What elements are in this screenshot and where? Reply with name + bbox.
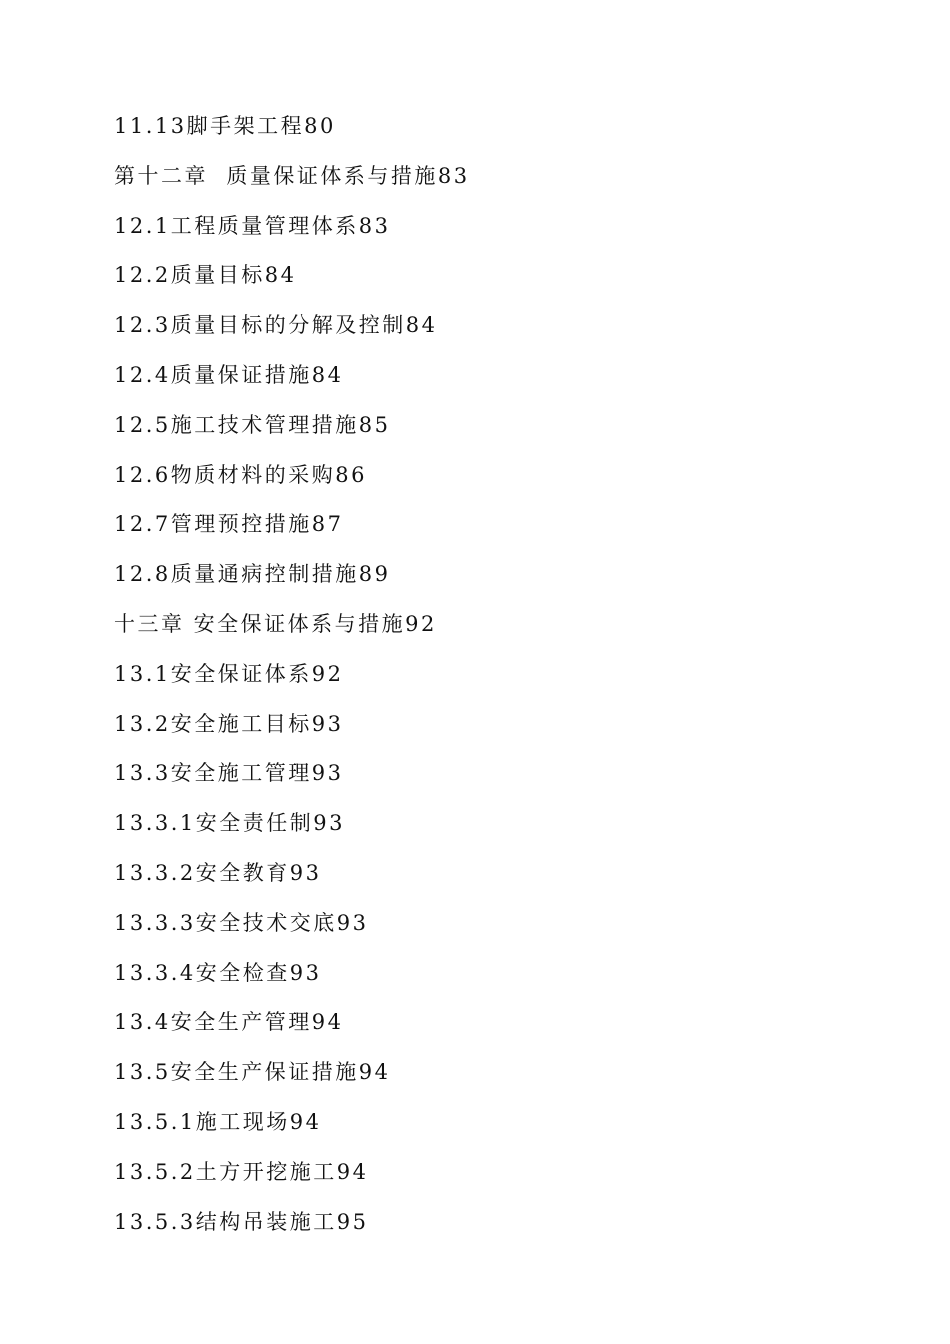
toc-entry[interactable]: 12.1工程质量管理体系83	[114, 213, 391, 238]
toc-entry[interactable]: 13.3.4安全检查93	[114, 960, 322, 985]
table-of-contents	[114, 106, 470, 1251]
toc-entry[interactable]: 13.5.1施工现场94	[114, 1109, 322, 1134]
toc-entry[interactable]: 13.3.2安全教育93	[114, 860, 322, 885]
toc-entry[interactable]: 12.5施工技术管理措施85	[114, 412, 391, 437]
toc-entry[interactable]: 12.8质量通病控制措施89	[114, 562, 391, 587]
toc-entry[interactable]: 12.3质量目标的分解及控制84	[114, 313, 438, 338]
toc-entry[interactable]: 13.3.3安全技术交底93	[114, 910, 369, 935]
toc-entry[interactable]: 13.2安全施工目标93	[114, 711, 344, 736]
toc-entry[interactable]: 12.6物质材料的采购86	[114, 462, 367, 487]
toc-entry-chapter[interactable]: 第十二章 质量保证体系与措施83	[114, 163, 470, 188]
toc-entry[interactable]: 12.4质量保证措施84	[114, 362, 344, 387]
toc-entry[interactable]: 13.3安全施工管理93	[114, 761, 344, 786]
toc-entry[interactable]: 12.2质量目标84	[114, 263, 297, 288]
toc-entry[interactable]: 13.5.2土方开挖施工94	[114, 1159, 369, 1184]
toc-entry-chapter[interactable]: 十三章 安全保证体系与措施92	[114, 611, 437, 636]
toc-entry[interactable]: 13.4安全生产管理94	[114, 1010, 344, 1035]
toc-entry[interactable]: 12.7管理预控措施87	[114, 512, 344, 537]
toc-entry[interactable]: 13.3.1安全责任制93	[114, 811, 346, 836]
toc-entry[interactable]: 13.5.3结构吊装施工95	[114, 1209, 369, 1234]
toc-entry[interactable]: 11.13脚手架工程80	[114, 114, 336, 138]
toc-entry[interactable]: 13.1安全保证体系92	[114, 661, 344, 686]
toc-entry[interactable]: 13.5安全生产保证措施94	[114, 1060, 391, 1085]
